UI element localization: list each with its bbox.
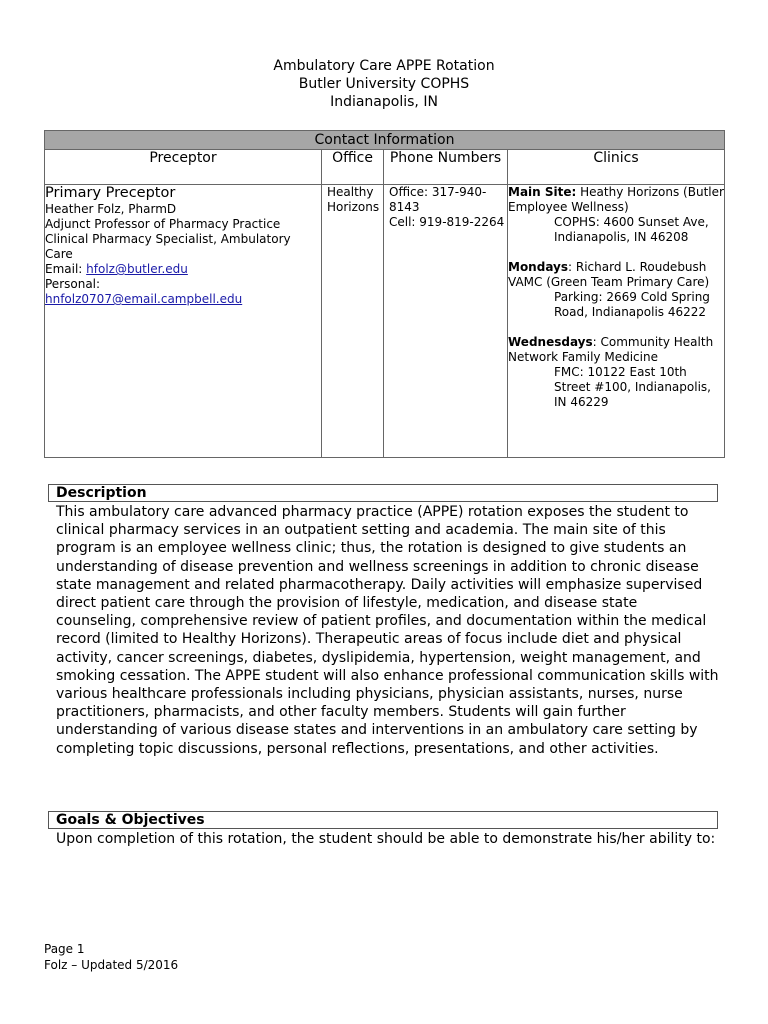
col-header-phone: Phone Numbers — [384, 150, 508, 185]
wednesdays-label: Wednesdays — [508, 335, 593, 349]
goals-text: Upon completion of this rotation, the student should be able to demonstrate his/her ability to: — [56, 831, 716, 847]
wednesdays-address: FMC: 10122 East 10th Street #100, Indianapolis, IN 46229 — [554, 365, 711, 409]
wednesdays-site — [508, 335, 724, 365]
header-location: Indianapolis, IN — [330, 94, 438, 110]
document-header — [0, 57, 768, 111]
main-site — [508, 185, 724, 215]
preceptor-name: Heather Folz, PharmD — [45, 202, 177, 216]
contact-table — [44, 130, 725, 458]
office-phone: Office: 317-940-8143 — [389, 185, 487, 214]
wednesdays-name: : Community Health Network Family Medicine — [508, 335, 714, 364]
header-university: Butler University COPHS — [298, 76, 470, 92]
personal-email-link[interactable]: hnfolz0707@email.campbell.edu — [45, 292, 243, 306]
main-site-address: COPHS: 4600 Sunset Ave, Indianapolis, IN 46208 — [554, 215, 709, 244]
mondays-name: : Richard L. Roudebush VAMC (Green Team Primary Care) — [508, 260, 710, 289]
email-link[interactable]: hfolz@butler.edu — [86, 262, 188, 276]
col-header-clinics: Clinics — [508, 150, 725, 185]
mondays-label: Mondays — [508, 260, 569, 274]
preceptor-cell — [45, 185, 322, 458]
contact-table-title: Contact Information — [45, 131, 725, 150]
email-label: Email: — [45, 262, 87, 276]
col-header-preceptor: Preceptor — [45, 150, 322, 185]
goals-heading: Goals & Objectives — [48, 811, 718, 829]
preceptor-position-2: Clinical Pharmacy Specialist, Ambulatory Care — [45, 232, 291, 261]
footer — [44, 941, 178, 973]
updated-note: Folz – Updated 5/2016 — [44, 958, 179, 972]
preceptor-title: Primary Preceptor — [45, 185, 176, 201]
description-heading: Description — [48, 484, 718, 502]
description-text: This ambulatory care advanced pharmacy practice (APPE) rotation exposes the student to clinical pharmacy services in an outpatient setting and academia. The main site of this program is an employee wellness clinic; thus, the rotation is designed to give students an understanding of disease prevention and wellness screenings in addition to chronic disease state management and related pharmacotherapy. Daily activities will emphasize supervised direct patient care through the provision of lifestyle, medication, and disease state counseling, comprehensive review of patient profiles, and documentation within the medical record (limited to Healthy Horizons). Therapeutic areas of focus include diet and physical activity, cancer screenings, diabetes, dyslipidemia, hypertension, weight management, and smoking cessation. The APPE student will also enhance professional communication skills with various healthcare professionals including physicians, physician assistants, nurses, nurse practitioners, pharmacists, and other faculty members. Students will gain further understanding of various disease states and interventions in an ambulatory care setting by completing topic discussions, personal reflections, presentations, and other activities. — [56, 504, 719, 757]
page-number: Page 1 — [44, 942, 85, 956]
office-cell: Healthy Horizons — [322, 185, 384, 458]
personal-label: Personal: — [45, 277, 101, 291]
main-site-name: Heathy Horizons (Butler Employee Wellness) — [508, 185, 724, 214]
mondays-address: Parking: 2669 Cold Spring Road, Indianapolis 46222 — [554, 290, 710, 319]
main-site-label: Main Site: — [508, 185, 577, 199]
clinics-cell — [508, 185, 725, 458]
cell-phone: Cell: 919-819-2264 — [389, 215, 505, 229]
preceptor-email-row — [45, 262, 321, 277]
col-header-office: Office — [322, 150, 384, 185]
preceptor-position-1: Adjunct Professor of Pharmacy Practice — [45, 217, 281, 231]
header-title: Ambulatory Care APPE Rotation — [273, 58, 495, 74]
phone-cell — [384, 185, 508, 458]
mondays-site — [508, 260, 724, 290]
